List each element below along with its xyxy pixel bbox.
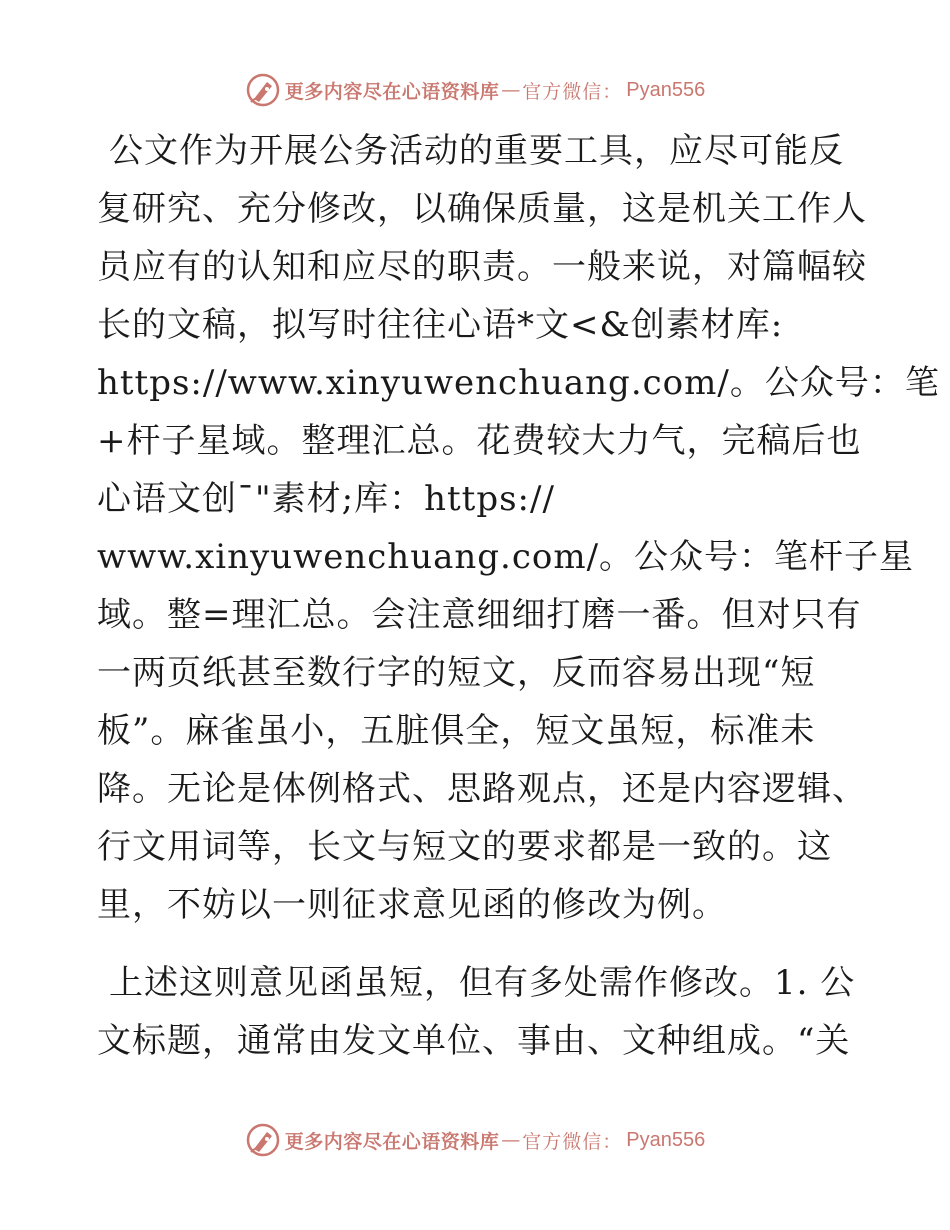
paragraph-gap bbox=[97, 934, 857, 954]
paragraph-1-line: 复研究、充分修改，以确保质量，这是机关工作人 bbox=[97, 189, 867, 229]
paragraph-1-line: 员应有的认知和应尽的职责。一般来说，对篇幅较 bbox=[97, 247, 867, 287]
paragraph-1-line: 域。整=理汇总。会注意细细打磨一番。但对只有 bbox=[97, 595, 862, 635]
paragraph-1-line: 一两页纸甚至数行字的短文，反而容易出现“短 bbox=[97, 653, 816, 693]
banner-dash: — bbox=[501, 1129, 521, 1151]
paragraph-1-line: www.xinyuwenchuang.com/。公众号：笔杆子星 bbox=[97, 537, 915, 577]
banner-text: 更多内容尽在心语资料库 bbox=[284, 1130, 500, 1153]
banner-wechat-id: Pyan556 bbox=[626, 1128, 706, 1151]
paragraph-2-line: 文标题，通常由发文单位、事由、文种组成。“关 bbox=[97, 1021, 851, 1061]
paragraph-1-line: +杆子星域。整理汇总。花费较大力气，完稿后也 bbox=[97, 421, 862, 461]
banner-text: 更多内容尽在心语资料库 bbox=[284, 80, 500, 103]
paragraph-1-line: 心语文创¯"素材;库：https:// bbox=[97, 479, 555, 519]
paragraph-1-line: 公文作为开展公务活动的重要工具，应尽可能反 bbox=[109, 131, 844, 171]
banner-wechat-id: Pyan556 bbox=[626, 78, 706, 101]
header-watermark-banner bbox=[0, 70, 950, 110]
banner-wechat-label: 官方微信： bbox=[522, 80, 623, 103]
paragraph-2-line: 上述这则意见函虽短，但有多处需作修改。1. 公 bbox=[109, 963, 856, 1003]
footer-watermark-banner bbox=[0, 1120, 950, 1160]
paragraph-1-line: 长的文稿，拟写时往往心语*文<&创素材库: bbox=[97, 305, 784, 345]
paragraph-1-line: 降。无论是体例格式、思路观点，还是内容逻辑、 bbox=[97, 769, 867, 809]
paragraph-1-line: 里，不妨以一则征求意见函的修改为例。 bbox=[97, 885, 727, 925]
paragraph-1-line: https://www.xinyuwenchuang.com/。公众号：笔 bbox=[97, 363, 940, 403]
pen-nib-icon bbox=[245, 72, 281, 108]
pen-nib-icon bbox=[245, 1122, 281, 1158]
paragraph-1-line: 板”。麻雀虽小，五脏俱全，短文虽短，标准未 bbox=[97, 711, 816, 751]
document-body bbox=[97, 122, 940, 1070]
banner-wechat-label: 官方微信： bbox=[522, 1130, 623, 1153]
paragraph-1-line: 行文用词等，长文与短文的要求都是一致的。这 bbox=[97, 827, 832, 867]
banner-dash: — bbox=[501, 79, 521, 101]
